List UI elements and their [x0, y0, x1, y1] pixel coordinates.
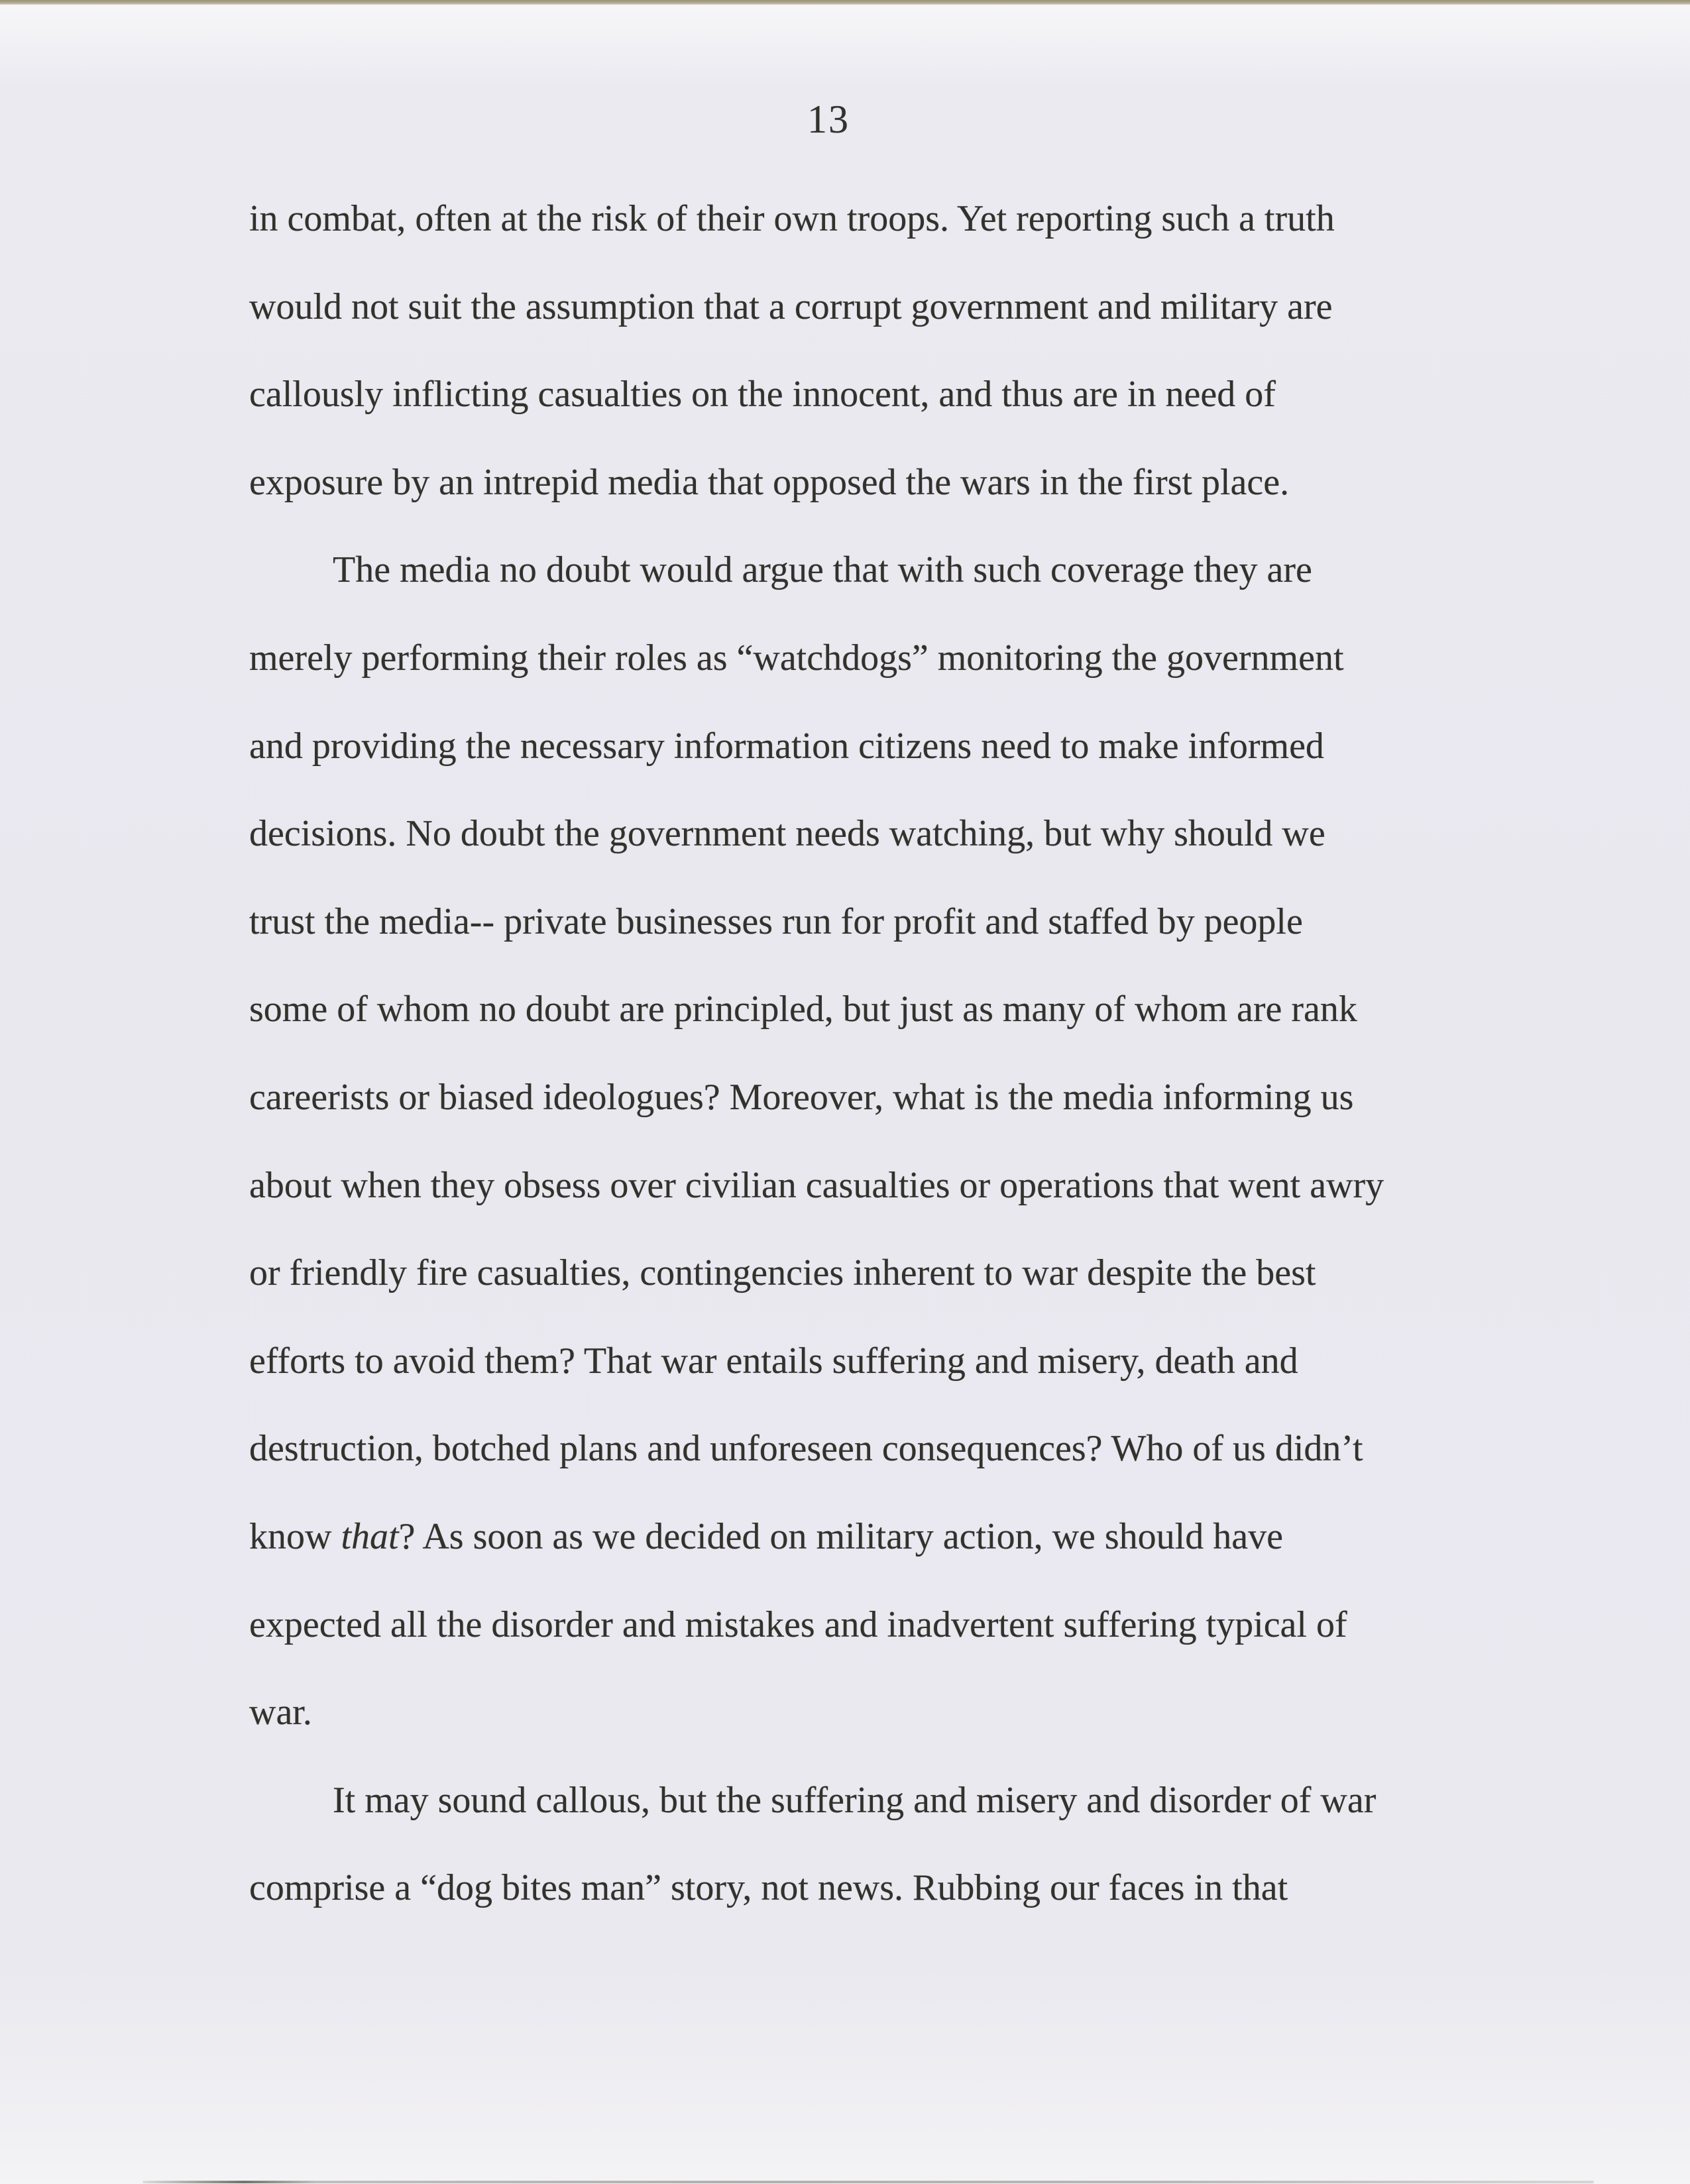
text-segment: ? As soon as we decided on military action, we should have [398, 1515, 1283, 1557]
text-segment: trust the media-- private businesses run for profit and staffed by people [249, 901, 1303, 942]
text-segment: expected all the disorder and mistakes and inadvertent suffering typical of [249, 1604, 1347, 1645]
text-line [249, 1493, 1548, 1581]
text-segment: The media no doubt would argue that with such coverage they are [333, 549, 1312, 591]
text-segment: destruction, botched plans and unforeseen consequences? Who of us didn’t [249, 1428, 1363, 1470]
text-segment: callously inflicting casualties on the innocent, and thus are in need of [249, 374, 1276, 415]
text-segment: war. [249, 1692, 312, 1733]
text-line [249, 263, 1548, 351]
text-line [249, 790, 1548, 878]
text-line [249, 878, 1548, 966]
page-number: 13 [807, 97, 850, 141]
text-line [249, 1229, 1548, 1317]
text-segment: decisions. No doubt the government needs watching, but why should we [249, 813, 1325, 855]
text-segment: exposure by an intrepid media that opposed the wars in the first place. [249, 461, 1290, 503]
text-line [249, 614, 1548, 702]
text-segment: or friendly fire casualties, contingencies inherent to war despite the best [249, 1252, 1316, 1294]
text-segment: merely performing their roles as “watchdogs” monitoring the government [249, 637, 1344, 679]
text-line [249, 1668, 1548, 1757]
text-segment: comprise a “dog bites man” story, not news. Rubbing our faces in that [249, 1867, 1288, 1909]
text-segment: about when they obsess over civilian casualties or operations that went awry [249, 1164, 1384, 1206]
document-body [249, 175, 1548, 1932]
text-line [249, 526, 1548, 614]
text-line [249, 1054, 1548, 1142]
text-line [249, 1405, 1548, 1493]
text-segment: and providing the necessary information citizens need to make informed [249, 725, 1324, 767]
text-segment: in combat, often at the risk of their own troops. Yet reporting such a truth [249, 198, 1335, 239]
scan-top-edge-line [0, 0, 1690, 5]
text-segment: efforts to avoid them? That war entails suffering and misery, death and [249, 1340, 1298, 1382]
text-line [249, 965, 1548, 1054]
italic-text-segment: that [341, 1515, 399, 1557]
text-segment: would not suit the assumption that a corrupt government and military are [249, 286, 1333, 327]
text-line [249, 1317, 1548, 1405]
text-segment: careerists or biased ideologues? Moreover, what is the media informing us [249, 1076, 1354, 1118]
text-line [249, 439, 1548, 527]
text-line [249, 1581, 1548, 1669]
text-segment: some of whom no doubt are principled, but just as many of whom are rank [249, 989, 1357, 1030]
text-line [249, 175, 1548, 263]
text-line [249, 1757, 1548, 1845]
text-segment: It may sound callous, but the suffering and misery and disorder of war [333, 1779, 1377, 1821]
text-segment: know [249, 1515, 341, 1557]
text-line [249, 1142, 1548, 1230]
scan-bottom-edge-line [142, 2181, 1594, 2183]
text-line [249, 702, 1548, 791]
text-line [249, 351, 1548, 439]
text-line [249, 1844, 1548, 1932]
